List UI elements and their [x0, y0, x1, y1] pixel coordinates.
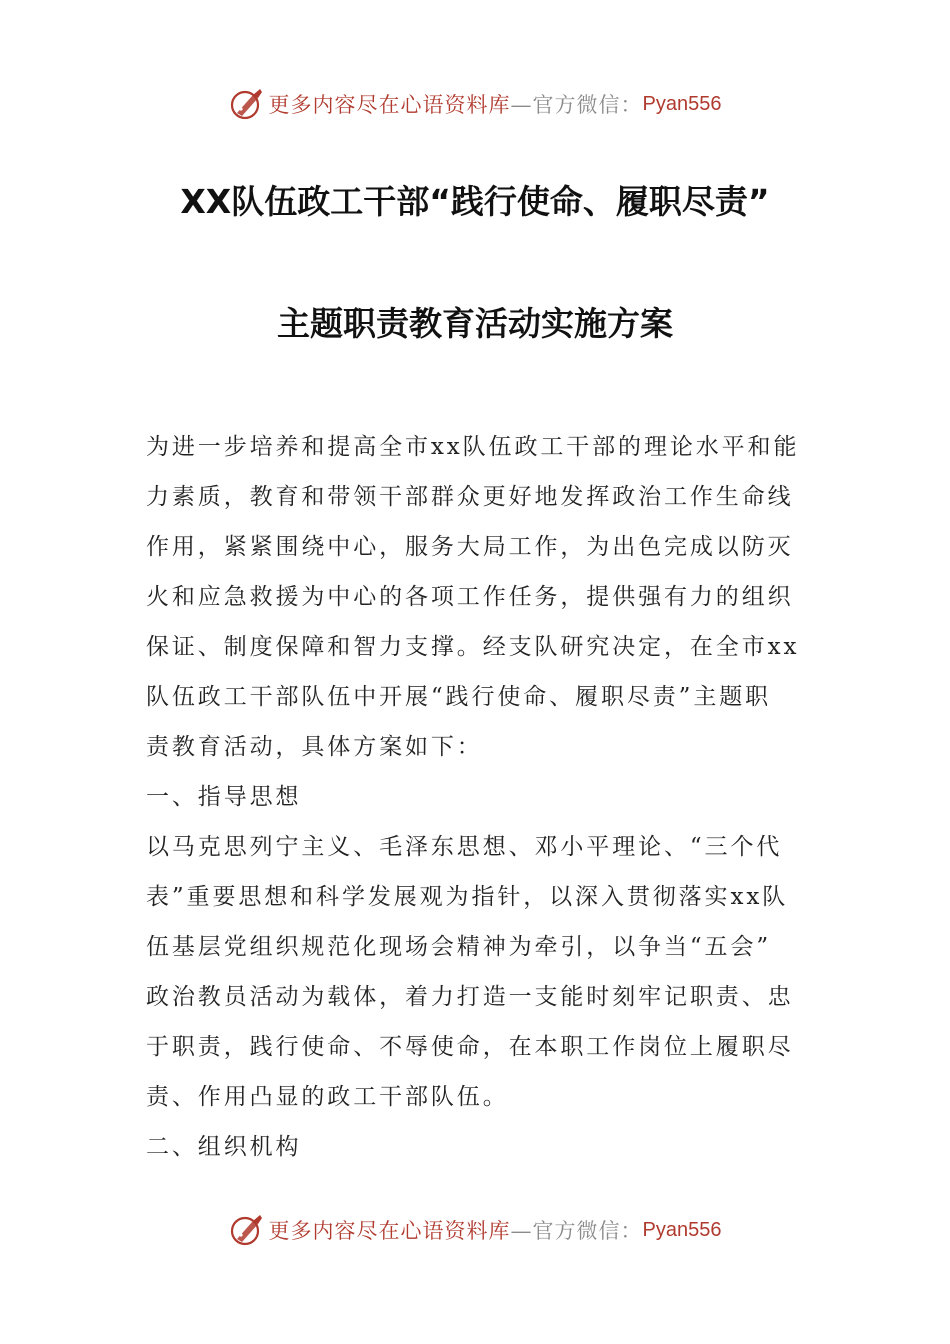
document-title-line2: 主题职责教育活动实施方案 [277, 304, 673, 343]
watermark-banner-bottom [0, 1210, 950, 1250]
text-line: 队伍政工干部队伍中开展“践行使命、履职尽责”主题职 [146, 684, 772, 710]
banner-text-red: 更多内容尽在心语资料库 [268, 1219, 511, 1243]
text-line: 为进一步培养和提高全市xx队伍政工干部的理论水平和能 [146, 434, 800, 460]
banner-wechat-id: Pyan556 [642, 92, 722, 115]
document-title-line1: XX队伍政工干部“践行使命、履职尽责” [180, 182, 770, 221]
section-heading-organization: 二、组织机构 [146, 1134, 302, 1160]
text-line: 作用，紧紧围绕中心，服务大局工作，为出色完成以防灭 [146, 534, 794, 560]
banner-wechat-id: Pyan556 [642, 1218, 722, 1241]
text-line: 力素质，教育和带领干部群众更好地发挥政治工作生命线 [146, 484, 794, 510]
banner-text-grey: —官方微信： [510, 93, 643, 117]
pen-logo-icon [229, 86, 265, 122]
document-body [146, 422, 810, 1172]
section1-paragraph [146, 822, 810, 1122]
text-line: 政治教员活动为载体，着力打造一支能时刻牢记职责、忠 [146, 984, 794, 1010]
banner-text-red: 更多内容尽在心语资料库 [268, 93, 511, 117]
intro-paragraph [146, 422, 810, 772]
text-line: 伍基层党组织规范化现场会精神为牵引，以争当“五会” [146, 934, 772, 960]
watermark-banner-top [0, 84, 950, 124]
pen-logo-icon [229, 1212, 265, 1248]
section-heading-guiding-ideology: 一、指导思想 [146, 784, 302, 810]
banner-text-grey: —官方微信： [510, 1219, 643, 1243]
text-line: 责教育活动，具体方案如下： [146, 734, 483, 760]
text-line: 于职责，践行使命、不辱使命，在本职工作岗位上履职尽 [146, 1034, 794, 1060]
text-line: 表”重要思想和科学发展观为指针，以深入贯彻落实xx队 [146, 884, 789, 910]
text-line: 以马克思列宁主义、毛泽东思想、邓小平理论、“三个代 [146, 834, 783, 860]
text-line: 保证、制度保障和智力支撑。经支队研究决定，在全市xx [146, 634, 800, 660]
text-line: 责、作用凸显的政工干部队伍。 [146, 1084, 509, 1110]
text-line: 火和应急救援为中心的各项工作任务，提供强有力的组织 [146, 584, 794, 610]
